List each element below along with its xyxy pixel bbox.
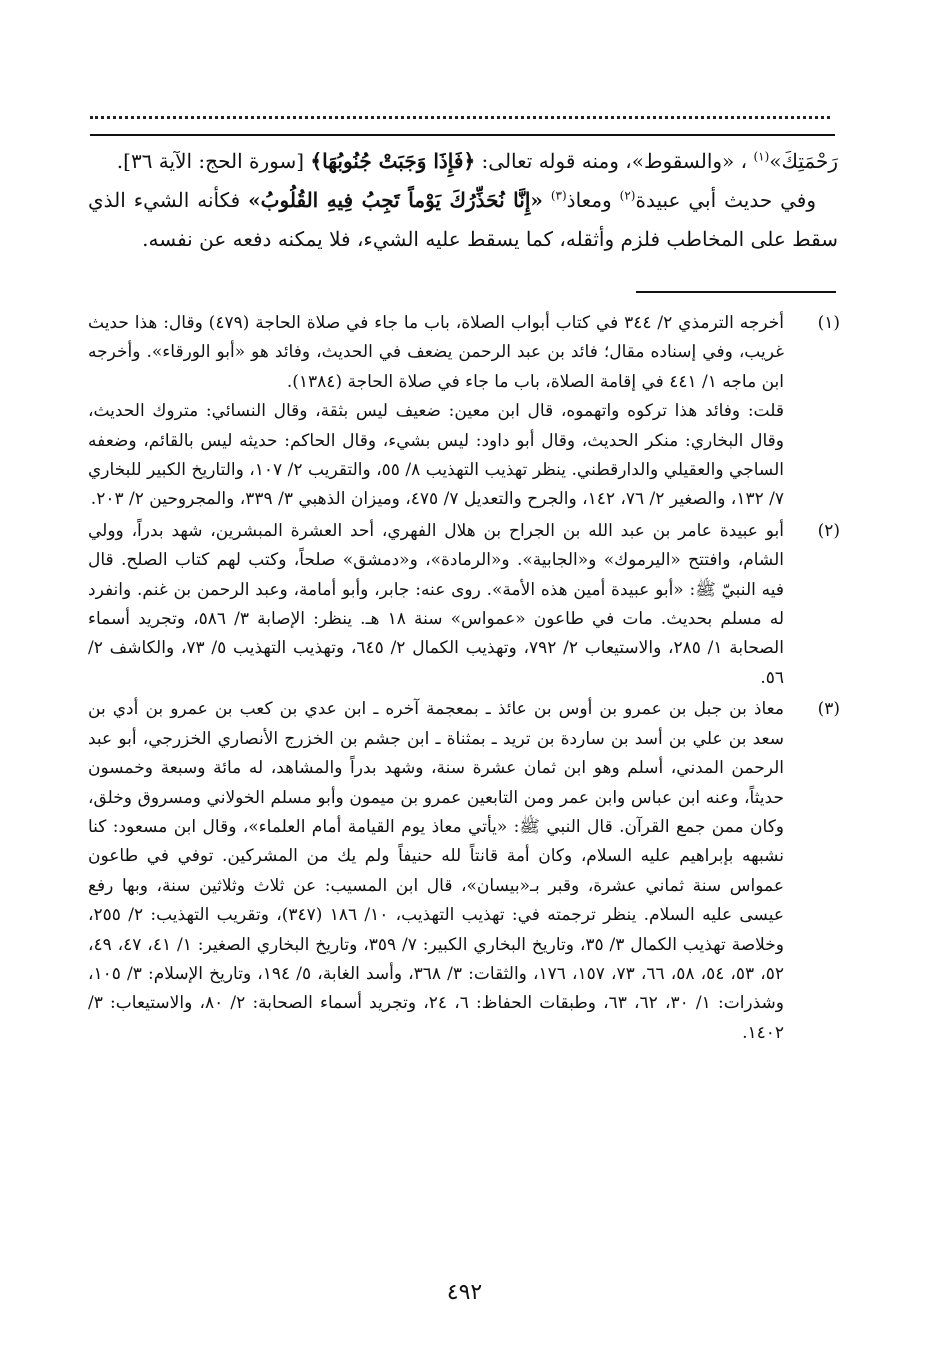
footnote-1: [88, 309, 840, 515]
footnote-number: (١): [817, 313, 840, 333]
footnote-body: [88, 517, 784, 693]
main-line1-mid: ، «والسقوط»، ومنه قوله تعالى:: [481, 149, 748, 173]
footnote-3: [88, 695, 840, 1048]
hadith-quote: «إِنَّا نُحَذِّرُكَ يَوْماً تَجِبُ فِيهِ القُلُوبُ»: [248, 188, 543, 212]
main-paragraph-1: [88, 142, 838, 181]
footnote-paragraph: أخرجه الترمذي ٢/ ٣٤٤ في كتاب أبواب الصلاة، باب ما جاء في صلاة الحاجة (٤٧٩) وقال: هذا حديث غريب، وفي إسناده مقال؛ فائد بن عبد الرحمن يضعف في الحديث، وفائد هو «أبو الورقاء». وأخرجه ابن ماجه ١/ ٤٤١ في إقامة الصلاة، باب ما جاء في صلاة الحاجة (١٣٨٤).: [88, 313, 785, 392]
footnote-paragraph: أبو عبيدة عامر بن عبد الله بن الجراح بن هلال الفهري، أحد العشرة المبشرين، شهد بدراً، وولي الشام، وافتتح «اليرموك» و«الجابية». و«الرمادة»، و«دمشق» صلحاً، وكتب لهم كتاب الصلح. قال فيه النبيّ ﷺ: «أبو عبيدة أمين هذه الأمة». روى عنه: جابر، وأبو أمامة، وعبد الرحمن بن غنم. وانفرد له مسلم بحديث. مات في طاعون «عمواس» سنة ١٨ هـ. ينظر: الإصابة ٣/ ٥٨٦، وتجريد أسماء الصحابة ١/ ٢٨٥، والاستيعاب ٢/ ٧٩٢، وتهذيب الكمال ٢/ ٦٤٥، وتهذيب التهذيب ٥/ ٧٣، والكاشف ٢/ ٥٦.: [88, 520, 785, 688]
footnote-number: (٣): [817, 699, 840, 720]
page-number: ٤٩٢: [446, 1280, 483, 1305]
quran-verse: ﴿فَإِذَا وَجَبَتْ جُنُوبُهَا﴾: [310, 149, 476, 173]
main-line1-text: رَحْمَتِكَ»: [769, 149, 838, 173]
footnote-body: [88, 695, 784, 1048]
main-para2-end: فكأنه الشيء الذي سقط على المخاطب فلزم وأثقله، كما يسقط عليه الشيء، فلا يمكنه دفعه عن نفسه.: [88, 188, 838, 251]
main-para2-start: وفي حديث أبي عبيدة: [635, 188, 817, 212]
footnote-body: [88, 309, 784, 515]
footnote-paragraph: معاذ بن جبل بن عمرو بن أوس بن عائذ ـ بمعجمة آخره ـ ابن عدي بن كعب بن عمرو بن أدي بن سعد بن علي بن أسد بن ساردة بن تريد ـ بمثناة ـ ابن جشم بن الخزرج الأنصاري الخزرجي، أبو عبد الرحمن المدني، أسلم وهو ابن ثمان عشرة سنة، وشهد بدراً والمشاهد، له مائة وسبعة وخمسون حديثاً، وعنه ابن عباس وابن عمر ومن التابعين عمرو بن ميمون وأبو مسلم الخولاني ومسروق وخلق، وكان ممن جمع القرآن. قال النبي ﷺ: «يأتي معاذ يوم القيامة أمام العلماء»، وقال ابن مسعود: كنا نشبهه بإبراهيم عليه السلام، وكان أمة قانتاً لله حنيفاً ولم يك من المشركين. توفي في طاعون عمواس سنة ثماني عشرة، وقبر بـ«بيسان»، قال ابن المسيب: عن ثلاث وثلاثين سنة، وبها رفع عيسى عليه السلام. ينظر ترجمته في: تهذيب التهذيب، ١٠/ ١٨٦ (٣٤٧)، وتقريب التهذيب: ٢/ ٢٥٥، وخلاصة تهذيب الكمال ٣/ ٣٥، وتاريخ البخاري الكبير: ٧/ ٣٥٩، وتاريخ البخاري الصغير: ١/ ٤١، ٤٧، ٤٩، ٥٢، ٥٣، ٥٤، ٥٨، ٦٦، ٧٣، ١٥٧، ١٧٦، والثقات: ٣/ ٣٦٨، وأسد الغابة، ٥/ ١٩٤، وتاريخ الإسلام: ٣/ ١٠٥، وشذرات: ١/ ٣٠، ٦٢، ٦٣، وطبقات الحفاظ: ٦، ٢٤، وتجريد أسماء الصحابة: ٢/ ٨٠، والاستيعاب: ٣/ ١٤٠٢.: [88, 699, 785, 1043]
header-rule: [90, 134, 835, 136]
footnote-number: (٢): [817, 520, 840, 541]
header-dotted-line: [90, 106, 830, 119]
footnote-ref-3[interactable]: (٣): [550, 188, 567, 203]
main-text: [88, 142, 838, 259]
footnote-ref-2[interactable]: (٢): [619, 188, 636, 203]
main-para2-mid: ومعاذ: [566, 188, 612, 212]
footnote-separator: [636, 291, 836, 293]
footnote-ref-1[interactable]: (١): [753, 149, 770, 164]
footnote-2: [88, 517, 840, 693]
main-paragraph-2: [88, 181, 838, 259]
surah-citation: [سورة الحج: الآية ٣٦].: [116, 149, 305, 173]
footnote-paragraph: قلت: وفائد هذا تركوه واتهموه، قال ابن معين: ضعيف ليس بثقة، وقال النسائي: متروك الحديث، وقال البخاري: منكر الحديث، وقال أبو داود: ليس بشيء، وقال الحاكم: حديثه ليس بالقائم، وضعفه الساجي والعقيلي والدارقطني. ينظر تهذيب التهذيب ٨/ ٥٥، والتقريب ٢/ ١٠٧، والتاريخ الكبير للبخاري ٧/ ١٣٢، والصغير ٢/ ٧٦، ١٤٢، والجرح والتعديل ٧/ ٤٧٥، وميزان الذهبي ٣/ ٣٣٩، والمجروحين ٢/ ٢٠٣.: [88, 401, 784, 510]
footnotes-section: [88, 309, 840, 1050]
